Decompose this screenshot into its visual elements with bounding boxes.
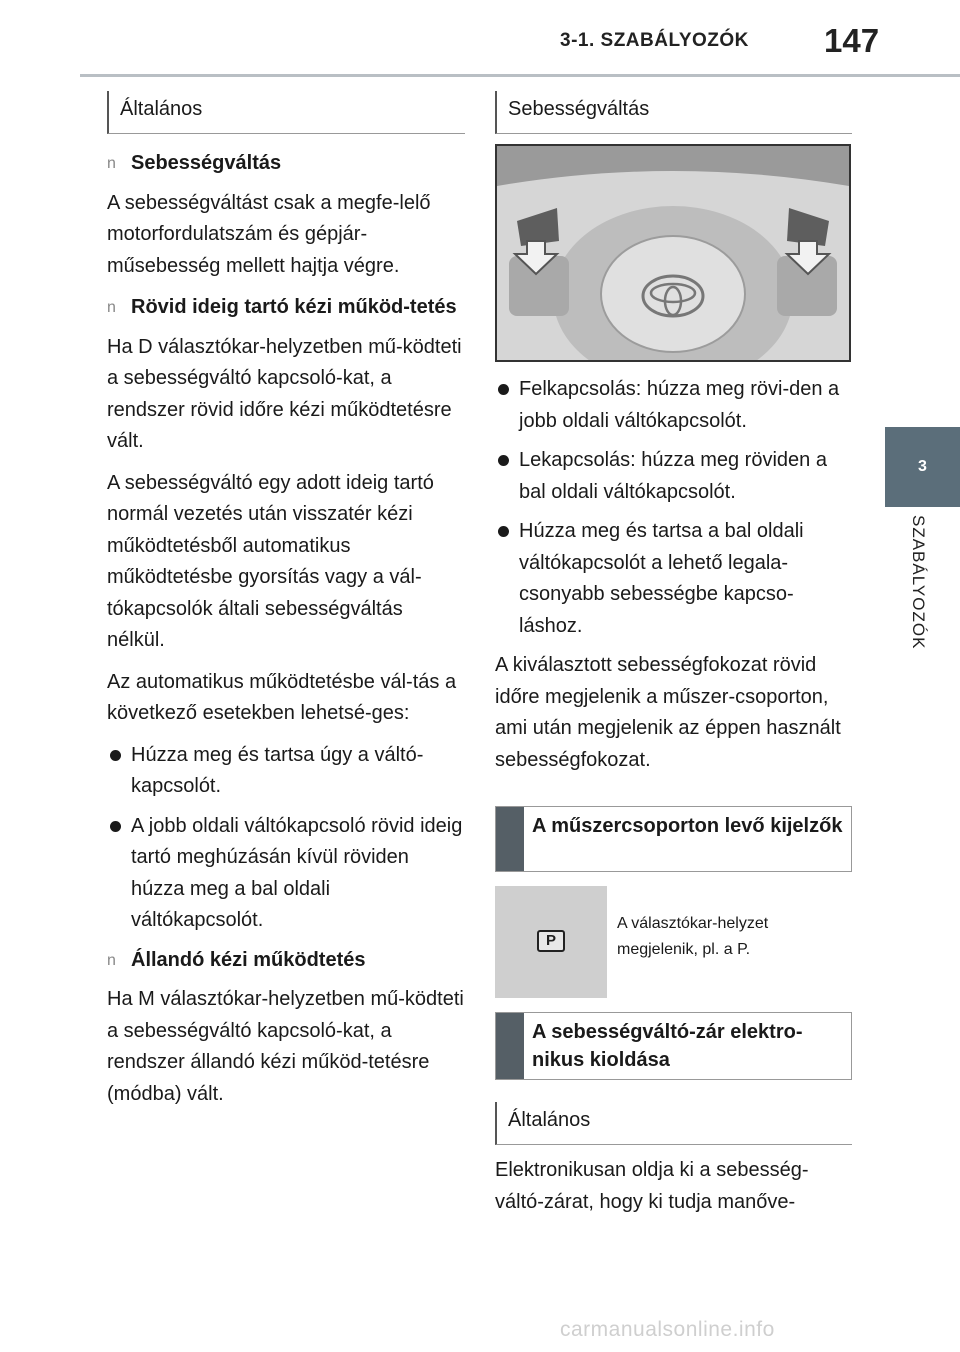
header-section-title: 3-1. SZABÁLYOZÓK <box>560 30 749 51</box>
list-item: Felkapcsolás: húzza meg rövi-den a jobb oldali váltókapcsolót. <box>495 374 852 437</box>
paragraph: Ha M választókar-helyzetben mű-ködteti a sebességváltó kapcsoló-kat, a rendszer állandó kézi működ-tetésre (módba) vált. <box>107 988 464 1105</box>
bullet-icon <box>110 821 121 832</box>
bullet-icon <box>498 455 509 466</box>
paragraph: Elektronikusan oldja ki a sebesség-váltó-zárat, hogy ki tudja manőve- <box>495 1159 809 1213</box>
page-number: 147 <box>824 22 880 59</box>
paragraph: Az automatikus működtetésbe vál-tás a következő esetekben lehetsé-ges: <box>107 670 457 724</box>
section-heading-shift-lock-release: A sebességváltó-zár elektro-nikus kioldása <box>495 1012 852 1080</box>
paragraph: A sebességváltó egy adott ideig tartó normál vezetés után visszatér kézi működtetésből automatikus működtetésbe gyorsítás vagy a vál-tókapcsolók általi sebességváltás nélkül. <box>107 471 434 651</box>
paragraph: A sebességváltást csak a megfe-lelő motorfordulatszám és gépjár-műsebesség mellett hajtja végre. <box>107 191 431 277</box>
paragraph: A kiválasztott sebességfokozat rövid időre megjelenik a műszer-csoporton, ami után megjelenik az éppen használt sebességfokozat. <box>495 654 841 771</box>
paragraph: Ha D választókar-helyzetben mű-ködteti a sebességváltó kapcsoló-kat, a rendszer rövid időre kézi működtetésre vált. <box>107 335 462 452</box>
subsection-heading-gear-shift: Sebességváltás <box>495 91 852 134</box>
steering-wheel-paddle-illustration <box>495 144 851 362</box>
list-item: A jobb oldali váltókapcsoló rövid ideig tartó meghúzásán kívül röviden húzza meg a bal oldali váltókapcsolót. <box>107 811 465 937</box>
watermark: carmanualsonline.info <box>560 1318 775 1341</box>
subsection-heading-general: Általános <box>495 1102 852 1145</box>
left-column <box>107 91 465 1120</box>
subsection-heading-general: Általános <box>107 91 465 134</box>
heading-permanent-manual: n Állandó kézi működtetés <box>107 945 465 977</box>
steering-wheel-svg <box>497 146 849 360</box>
section-heading-instrument-displays: A műszercsoporton levő kijelzők <box>495 806 852 872</box>
square-bullet-icon: n <box>107 951 116 969</box>
chapter-tab-label: SZABÁLYOZÓK <box>909 515 928 650</box>
gear-position-display-image <box>495 886 607 998</box>
bullet-icon <box>498 526 509 537</box>
header-divider <box>80 74 960 77</box>
right-column <box>495 91 852 1228</box>
list-item: Húzza meg és tartsa a bal oldali váltókapcsolót a lehető legala-csonyabb sebességbe kapcso-láshoz. <box>495 516 852 642</box>
display-indicator-row <box>495 886 852 998</box>
chapter-tab: 3 <box>885 427 960 507</box>
bullet-icon <box>110 750 121 761</box>
heading-temporary-manual: n Rövid ideig tartó kézi működ-tetés <box>107 292 465 324</box>
display-caption: A választókar-helyzet megjelenik, pl. a P. <box>617 915 769 958</box>
heading-gear-shift: n Sebességváltás <box>107 148 465 180</box>
list-item: Húzza meg és tartsa úgy a váltó-kapcsolót. <box>107 740 465 803</box>
square-bullet-icon: n <box>107 155 116 172</box>
list-item: Lekapcsolás: húzza meg röviden a bal oldali váltókapcsolót. <box>495 445 852 508</box>
square-bullet-icon: n <box>107 299 116 316</box>
bullet-icon <box>498 384 509 395</box>
park-indicator-icon: P <box>537 930 565 952</box>
